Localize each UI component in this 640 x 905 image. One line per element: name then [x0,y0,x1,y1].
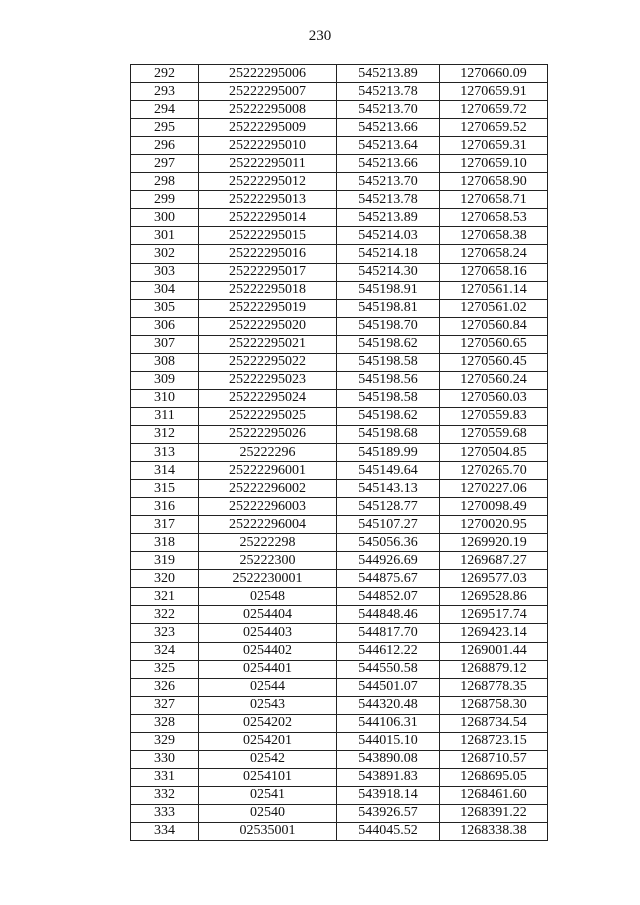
y-coordinate-cell: 1270098.49 [440,498,548,516]
coordinates-table [130,64,548,841]
x-coordinate-cell: 543891.83 [337,768,440,786]
point-id-cell: 25222295006 [199,65,337,83]
point-id-cell: 25222295019 [199,299,337,317]
point-id-cell: 02544 [199,678,337,696]
x-coordinate-cell: 545149.64 [337,462,440,480]
x-coordinate-cell: 545213.89 [337,65,440,83]
x-coordinate-cell: 544045.52 [337,822,440,840]
table-row [131,281,548,299]
point-id-cell: 25222295026 [199,425,337,443]
table-row [131,371,548,389]
table-row [131,209,548,227]
coordinates-table-body [131,65,548,841]
y-coordinate-cell: 1270560.24 [440,371,548,389]
point-id-cell: 0254202 [199,714,337,732]
row-number-cell: 314 [131,462,199,480]
y-coordinate-cell: 1270559.68 [440,425,548,443]
point-id-cell: 25222295022 [199,353,337,371]
y-coordinate-cell: 1268734.54 [440,714,548,732]
y-coordinate-cell: 1270560.84 [440,317,548,335]
x-coordinate-cell: 545198.68 [337,425,440,443]
point-id-cell: 25222295011 [199,155,337,173]
point-id-cell: 25222300 [199,552,337,570]
point-id-cell: 02543 [199,696,337,714]
x-coordinate-cell: 545198.81 [337,299,440,317]
row-number-cell: 311 [131,407,199,425]
table-row [131,498,548,516]
page-number: 230 [308,28,332,44]
x-coordinate-cell: 544817.70 [337,624,440,642]
point-id-cell: 25222295008 [199,101,337,119]
point-id-cell: 25222295021 [199,335,337,353]
x-coordinate-cell: 545128.77 [337,498,440,516]
row-number-cell: 313 [131,443,199,461]
row-number-cell: 327 [131,696,199,714]
y-coordinate-cell: 1270659.72 [440,101,548,119]
y-coordinate-cell: 1270659.91 [440,83,548,101]
row-number-cell: 302 [131,245,199,263]
table-row [131,732,548,750]
point-id-cell: 25222295016 [199,245,337,263]
row-number-cell: 317 [131,516,199,534]
x-coordinate-cell: 544501.07 [337,678,440,696]
table-row [131,119,548,137]
row-number-cell: 294 [131,101,199,119]
point-id-cell: 0254401 [199,660,337,678]
x-coordinate-cell: 544612.22 [337,642,440,660]
row-number-cell: 322 [131,606,199,624]
row-number-cell: 300 [131,209,199,227]
row-number-cell: 318 [131,534,199,552]
y-coordinate-cell: 1268461.60 [440,786,548,804]
x-coordinate-cell: 543918.14 [337,786,440,804]
point-id-cell: 25222295023 [199,371,337,389]
point-id-cell: 25222296003 [199,498,337,516]
x-coordinate-cell: 545213.64 [337,137,440,155]
point-id-cell: 0254101 [199,768,337,786]
x-coordinate-cell: 545213.78 [337,83,440,101]
y-coordinate-cell: 1270560.65 [440,335,548,353]
x-coordinate-cell: 545213.89 [337,209,440,227]
row-number-cell: 307 [131,335,199,353]
row-number-cell: 304 [131,281,199,299]
point-id-cell: 0254404 [199,606,337,624]
point-id-cell: 0254403 [199,624,337,642]
point-id-cell: 0254402 [199,642,337,660]
table-row [131,588,548,606]
y-coordinate-cell: 1269001.44 [440,642,548,660]
y-coordinate-cell: 1270658.24 [440,245,548,263]
table-row [131,335,548,353]
table-row [131,353,548,371]
x-coordinate-cell: 545198.58 [337,353,440,371]
table-row [131,534,548,552]
row-number-cell: 319 [131,552,199,570]
x-coordinate-cell: 545189.99 [337,443,440,461]
y-coordinate-cell: 1270560.45 [440,353,548,371]
x-coordinate-cell: 545214.30 [337,263,440,281]
x-coordinate-cell: 544550.58 [337,660,440,678]
table-row [131,83,548,101]
table-row [131,624,548,642]
x-coordinate-cell: 545198.91 [337,281,440,299]
point-id-cell: 0254201 [199,732,337,750]
y-coordinate-cell: 1268778.35 [440,678,548,696]
x-coordinate-cell: 545056.36 [337,534,440,552]
point-id-cell: 02541 [199,786,337,804]
row-number-cell: 292 [131,65,199,83]
table-row [131,191,548,209]
x-coordinate-cell: 544875.67 [337,570,440,588]
table-row [131,155,548,173]
table-row [131,263,548,281]
y-coordinate-cell: 1269577.03 [440,570,548,588]
row-number-cell: 296 [131,137,199,155]
point-id-cell: 25222295013 [199,191,337,209]
row-number-cell: 321 [131,588,199,606]
table-row [131,570,548,588]
y-coordinate-cell: 1270658.16 [440,263,548,281]
point-id-cell: 02535001 [199,822,337,840]
table-row [131,65,548,83]
point-id-cell: 25222295018 [199,281,337,299]
row-number-cell: 334 [131,822,199,840]
point-id-cell: 25222295014 [199,209,337,227]
x-coordinate-cell: 545143.13 [337,480,440,498]
point-id-cell: 25222295010 [199,137,337,155]
x-coordinate-cell: 544015.10 [337,732,440,750]
x-coordinate-cell: 545198.62 [337,335,440,353]
row-number-cell: 298 [131,173,199,191]
row-number-cell: 329 [131,732,199,750]
y-coordinate-cell: 1270658.71 [440,191,548,209]
y-coordinate-cell: 1270659.10 [440,155,548,173]
y-coordinate-cell: 1270658.38 [440,227,548,245]
table-row [131,389,548,407]
point-id-cell: 25222295025 [199,407,337,425]
row-number-cell: 323 [131,624,199,642]
table-row [131,480,548,498]
row-number-cell: 310 [131,389,199,407]
table-row [131,227,548,245]
row-number-cell: 326 [131,678,199,696]
row-number-cell: 301 [131,227,199,245]
row-number-cell: 332 [131,786,199,804]
x-coordinate-cell: 545214.18 [337,245,440,263]
y-coordinate-cell: 1269687.27 [440,552,548,570]
point-id-cell: 25222296002 [199,480,337,498]
point-id-cell: 25222296 [199,443,337,461]
x-coordinate-cell: 545213.70 [337,101,440,119]
y-coordinate-cell: 1270561.14 [440,281,548,299]
x-coordinate-cell: 545213.78 [337,191,440,209]
y-coordinate-cell: 1270504.85 [440,443,548,461]
y-coordinate-cell: 1270560.03 [440,389,548,407]
row-number-cell: 331 [131,768,199,786]
point-id-cell: 02542 [199,750,337,768]
row-number-cell: 330 [131,750,199,768]
table-row [131,137,548,155]
row-number-cell: 325 [131,660,199,678]
y-coordinate-cell: 1268695.05 [440,768,548,786]
x-coordinate-cell: 545213.66 [337,155,440,173]
y-coordinate-cell: 1268879.12 [440,660,548,678]
row-number-cell: 306 [131,317,199,335]
y-coordinate-cell: 1270659.52 [440,119,548,137]
row-number-cell: 297 [131,155,199,173]
point-id-cell: 25222295020 [199,317,337,335]
row-number-cell: 320 [131,570,199,588]
point-id-cell: 2522230001 [199,570,337,588]
row-number-cell: 312 [131,425,199,443]
y-coordinate-cell: 1268391.22 [440,804,548,822]
point-id-cell: 02540 [199,804,337,822]
row-number-cell: 328 [131,714,199,732]
point-id-cell: 25222296001 [199,462,337,480]
x-coordinate-cell: 543890.08 [337,750,440,768]
row-number-cell: 309 [131,371,199,389]
table-row [131,660,548,678]
x-coordinate-cell: 544848.46 [337,606,440,624]
table-row [131,552,548,570]
table-row [131,317,548,335]
table-row [131,173,548,191]
y-coordinate-cell: 1270658.90 [440,173,548,191]
row-number-cell: 303 [131,263,199,281]
row-number-cell: 295 [131,119,199,137]
x-coordinate-cell: 545198.62 [337,407,440,425]
point-id-cell: 25222295024 [199,389,337,407]
row-number-cell: 305 [131,299,199,317]
point-id-cell: 25222298 [199,534,337,552]
table-row [131,642,548,660]
point-id-cell: 25222295007 [199,83,337,101]
x-coordinate-cell: 543926.57 [337,804,440,822]
row-number-cell: 308 [131,353,199,371]
row-number-cell: 333 [131,804,199,822]
y-coordinate-cell: 1268723.15 [440,732,548,750]
x-coordinate-cell: 544852.07 [337,588,440,606]
row-number-cell: 316 [131,498,199,516]
table-row [131,299,548,317]
y-coordinate-cell: 1268710.57 [440,750,548,768]
table-row [131,407,548,425]
point-id-cell: 02548 [199,588,337,606]
row-number-cell: 324 [131,642,199,660]
x-coordinate-cell: 545198.58 [337,389,440,407]
point-id-cell: 25222295017 [199,263,337,281]
y-coordinate-cell: 1270660.09 [440,65,548,83]
y-coordinate-cell: 1269423.14 [440,624,548,642]
x-coordinate-cell: 545213.66 [337,119,440,137]
table-row [131,786,548,804]
table-row [131,425,548,443]
row-number-cell: 315 [131,480,199,498]
table-row [131,750,548,768]
table-row [131,101,548,119]
table-row [131,696,548,714]
point-id-cell: 25222295015 [199,227,337,245]
table-row [131,768,548,786]
table-row [131,822,548,840]
table-row [131,714,548,732]
x-coordinate-cell: 545198.56 [337,371,440,389]
table-row [131,462,548,480]
row-number-cell: 299 [131,191,199,209]
table-row [131,804,548,822]
table-row [131,245,548,263]
row-number-cell: 293 [131,83,199,101]
x-coordinate-cell: 544320.48 [337,696,440,714]
table-row [131,678,548,696]
point-id-cell: 25222295009 [199,119,337,137]
y-coordinate-cell: 1268338.38 [440,822,548,840]
point-id-cell: 25222296004 [199,516,337,534]
y-coordinate-cell: 1270265.70 [440,462,548,480]
y-coordinate-cell: 1270227.06 [440,480,548,498]
x-coordinate-cell: 544926.69 [337,552,440,570]
x-coordinate-cell: 545213.70 [337,173,440,191]
y-coordinate-cell: 1269920.19 [440,534,548,552]
x-coordinate-cell: 544106.31 [337,714,440,732]
y-coordinate-cell: 1269517.74 [440,606,548,624]
x-coordinate-cell: 545107.27 [337,516,440,534]
x-coordinate-cell: 545214.03 [337,227,440,245]
y-coordinate-cell: 1268758.30 [440,696,548,714]
table-row [131,443,548,461]
y-coordinate-cell: 1270561.02 [440,299,548,317]
table-row [131,606,548,624]
y-coordinate-cell: 1270020.95 [440,516,548,534]
y-coordinate-cell: 1269528.86 [440,588,548,606]
y-coordinate-cell: 1270659.31 [440,137,548,155]
x-coordinate-cell: 545198.70 [337,317,440,335]
y-coordinate-cell: 1270559.83 [440,407,548,425]
point-id-cell: 25222295012 [199,173,337,191]
table-row [131,516,548,534]
y-coordinate-cell: 1270658.53 [440,209,548,227]
